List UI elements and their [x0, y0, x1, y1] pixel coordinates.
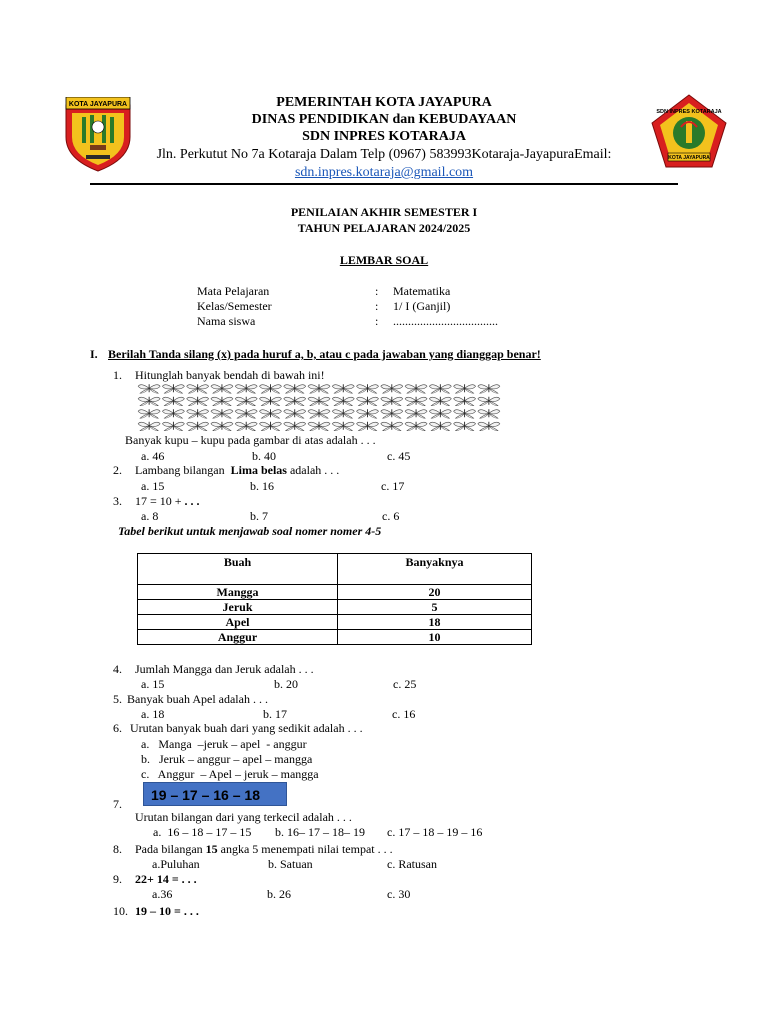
- table-row: [138, 615, 532, 630]
- option-b: b. Satuan: [268, 857, 313, 871]
- butterfly-icon: [162, 397, 184, 406]
- question-text: 19 – 10 = . . .: [135, 904, 199, 918]
- sheet-title: LEMBAR SOAL: [339, 253, 429, 267]
- table-row: [138, 630, 532, 645]
- info-label-class: Kelas/Semester: [197, 299, 272, 313]
- butterfly-icon: [259, 384, 281, 393]
- question-text: Pada bilangan 15 angka 5 menempati nilai tempat . . .: [135, 842, 393, 856]
- info-value-class: 1/ I (Ganjil): [393, 299, 451, 313]
- table-row: [138, 600, 532, 615]
- question-number: 3.: [113, 494, 122, 508]
- butterfly-icon: [429, 422, 451, 431]
- table-cell: Jeruk: [138, 600, 338, 615]
- option-c: c. 17: [381, 479, 405, 493]
- butterfly-icon: [259, 409, 281, 418]
- option-a: a.Puluhan: [152, 857, 200, 871]
- butterfly-icon: [235, 409, 257, 418]
- butterfly-icon: [308, 397, 330, 406]
- butterfly-icon: [429, 384, 451, 393]
- butterfly-icon: [211, 409, 233, 418]
- butterfly-icon: [429, 397, 451, 406]
- table-cell: 20: [338, 585, 532, 600]
- butterfly-icon: [162, 384, 184, 393]
- dept-name: DINAS PENDIDIKAN dan KEBUDAYAAN: [251, 112, 517, 127]
- butterfly-icon: [454, 384, 476, 393]
- butterfly-icon: [332, 422, 354, 431]
- question-number: 7.: [113, 797, 122, 811]
- butterfly-icon: [454, 409, 476, 418]
- question-text: Lambang bilangan Lima belas adalah . . .: [135, 463, 340, 477]
- butterfly-icon: [284, 397, 306, 406]
- butterfly-icon: [478, 384, 500, 393]
- option-c: c. 30: [387, 887, 411, 901]
- table-cell: Apel: [138, 615, 338, 630]
- exam-year: TAHUN PELAJARAN 2024/2025: [297, 221, 471, 235]
- butterfly-icon: [284, 409, 306, 418]
- butterfly-icon: [332, 409, 354, 418]
- school-email-link[interactable]: sdn.inpres.kotaraja@gmail.com: [294, 165, 474, 180]
- school-logo-text: SDN INPRES KOTARAJA: [656, 109, 722, 115]
- question-number: 9.: [113, 872, 122, 886]
- option-b: b. 17: [263, 707, 287, 721]
- butterfly-icon: [235, 422, 257, 431]
- butterfly-icon: [162, 409, 184, 418]
- butterfly-icon: [381, 384, 403, 393]
- butterfly-icon: [308, 384, 330, 393]
- butterfly-icon: [405, 384, 427, 393]
- butterfly-icon: [357, 397, 379, 406]
- section-number: I.: [90, 347, 98, 361]
- question-number: 10.: [113, 904, 128, 918]
- info-sep: :: [375, 314, 379, 328]
- question-text: Urutan banyak buah dari yang sedikit adalah . . .: [130, 721, 363, 735]
- butterfly-icon: [357, 422, 379, 431]
- option-a: a. 15: [141, 479, 165, 493]
- butterfly-icon: [381, 397, 403, 406]
- table-cell: Anggur: [138, 630, 338, 645]
- info-label-subject: Mata Pelajaran: [197, 284, 270, 298]
- butterfly-icon: [478, 422, 500, 431]
- butterfly-icon: [357, 409, 379, 418]
- butterfly-icon: [138, 422, 160, 431]
- butterfly-icon: [332, 384, 354, 393]
- butterfly-icon: [259, 397, 281, 406]
- butterfly-icon: [284, 422, 306, 431]
- school-address: Jln. Perkutut No 7a Kotaraja Dalam Telp (0967) 583993Kotaraja-JayapuraEmail:: [156, 147, 612, 162]
- butterfly-icon: [454, 422, 476, 431]
- butterfly-icon: [211, 384, 233, 393]
- question-prompt: Banyak kupu – kupu pada gambar di atas adalah . . .: [125, 433, 376, 447]
- option-a: a. 46: [141, 449, 165, 463]
- butterfly-icon: [454, 397, 476, 406]
- option-b: b. 16– 17 – 18– 19: [275, 825, 365, 839]
- question-number: 4.: [113, 662, 122, 676]
- exam-title: PENILAIAN AKHIR SEMESTER I: [290, 205, 478, 219]
- info-value-subject: Matematika: [393, 284, 451, 298]
- option-a: a. 15: [141, 677, 165, 691]
- butterfly-icon: [478, 397, 500, 406]
- table-caption: Tabel berikut untuk menjawab soal nomer nomer 4-5: [118, 524, 382, 538]
- butterfly-icon: [187, 409, 209, 418]
- butterfly-icon: [332, 397, 354, 406]
- svg-text:KOTA JAYAPURA: KOTA JAYAPURA: [668, 155, 710, 161]
- option-c: c. Ratusan: [387, 857, 437, 871]
- option-a: a. 8: [141, 509, 159, 523]
- option-b: b. Jeruk – anggur – apel – mangga: [141, 752, 313, 766]
- school-name: SDN INPRES KOTARAJA: [302, 129, 466, 144]
- butterfly-icon: [478, 409, 500, 418]
- city-logo-text: KOTA JAYAPURA: [68, 101, 128, 108]
- table-cell: Mangga: [138, 585, 338, 600]
- gov-name: PEMERINTAH KOTA JAYAPURA: [276, 95, 492, 110]
- info-sep: :: [375, 299, 379, 313]
- table-header-row: [138, 554, 532, 585]
- option-b: b. 40: [252, 449, 276, 463]
- option-a: a. 18: [141, 707, 165, 721]
- option-c: c. 45: [387, 449, 411, 463]
- option-b: b. 16: [250, 479, 274, 493]
- table-header: Buah: [138, 554, 338, 585]
- question-text: 17 = 10 + . . .: [135, 494, 200, 508]
- option-a: a. 16 – 18 – 17 – 15: [153, 825, 252, 839]
- info-sep: :: [375, 284, 379, 298]
- info-value-name: ...................................: [393, 314, 498, 328]
- option-c: c. Anggur – Apel – jeruk – mangga: [141, 767, 319, 781]
- table-header: Banyaknya: [338, 554, 532, 585]
- table-cell: 5: [338, 600, 532, 615]
- question-number: 8.: [113, 842, 122, 856]
- option-b: b. 7: [250, 509, 268, 523]
- butterfly-icon: [235, 397, 257, 406]
- question-number: 5.: [113, 692, 122, 706]
- question-text: Hitunglah banyak bendah di bawah ini!: [135, 368, 325, 382]
- butterfly-icon: [138, 397, 160, 406]
- table-row: [138, 585, 532, 600]
- butterfly-icon: [405, 409, 427, 418]
- butterfly-icon: [235, 384, 257, 393]
- butterfly-icon: [138, 384, 160, 393]
- question-text: Urutan bilangan dari yang terkecil adalah . . .: [135, 810, 352, 824]
- butterfly-icon: [381, 422, 403, 431]
- section-instruction: Berilah Tanda silang (x) pada huruf a, b, atau c pada jawaban yang dianggap benar!: [108, 347, 541, 361]
- butterfly-icon: [187, 397, 209, 406]
- table-cell: 10: [338, 630, 532, 645]
- fruit-table: [137, 553, 532, 645]
- option-c: c. 17 – 18 – 19 – 16: [387, 825, 483, 839]
- school-logo: [650, 93, 728, 171]
- butterflies-image: [137, 382, 501, 432]
- question-number: 1.: [113, 368, 122, 382]
- table-cell: 18: [338, 615, 532, 630]
- butterfly-icon: [284, 384, 306, 393]
- butterfly-icon: [259, 422, 281, 431]
- butterfly-icon: [162, 422, 184, 431]
- butterfly-icon: [211, 422, 233, 431]
- option-b: b. 20: [274, 677, 298, 691]
- option-c: c. 16: [392, 707, 416, 721]
- butterfly-icon: [405, 397, 427, 406]
- question-text: 22+ 14 = . . .: [135, 872, 197, 886]
- info-label-name: Nama siswa: [197, 314, 256, 328]
- butterfly-icon: [138, 409, 160, 418]
- question-text: Banyak buah Apel adalah . . .: [127, 692, 268, 706]
- butterfly-icon: [187, 422, 209, 431]
- butterfly-icon: [211, 397, 233, 406]
- butterfly-icon: [308, 422, 330, 431]
- butterfly-icon: [381, 409, 403, 418]
- option-c: c. 25: [393, 677, 417, 691]
- option-c: c. 6: [382, 509, 400, 523]
- butterfly-icon: [405, 422, 427, 431]
- butterfly-icon: [357, 384, 379, 393]
- butterfly-icon: [187, 384, 209, 393]
- option-a: a.36: [152, 887, 173, 901]
- question-text: Jumlah Mangga dan Jeruk adalah . . .: [135, 662, 314, 676]
- butterfly-icon: [429, 409, 451, 418]
- header-divider: [90, 183, 678, 185]
- option-b: b. 26: [267, 887, 291, 901]
- highlighted-sequence: 19 – 17 – 16 – 18: [143, 782, 287, 806]
- question-number: 6.: [113, 721, 122, 735]
- question-number: 2.: [113, 463, 122, 477]
- butterfly-icon: [308, 409, 330, 418]
- option-a: a. Manga –jeruk – apel - anggur: [141, 737, 307, 751]
